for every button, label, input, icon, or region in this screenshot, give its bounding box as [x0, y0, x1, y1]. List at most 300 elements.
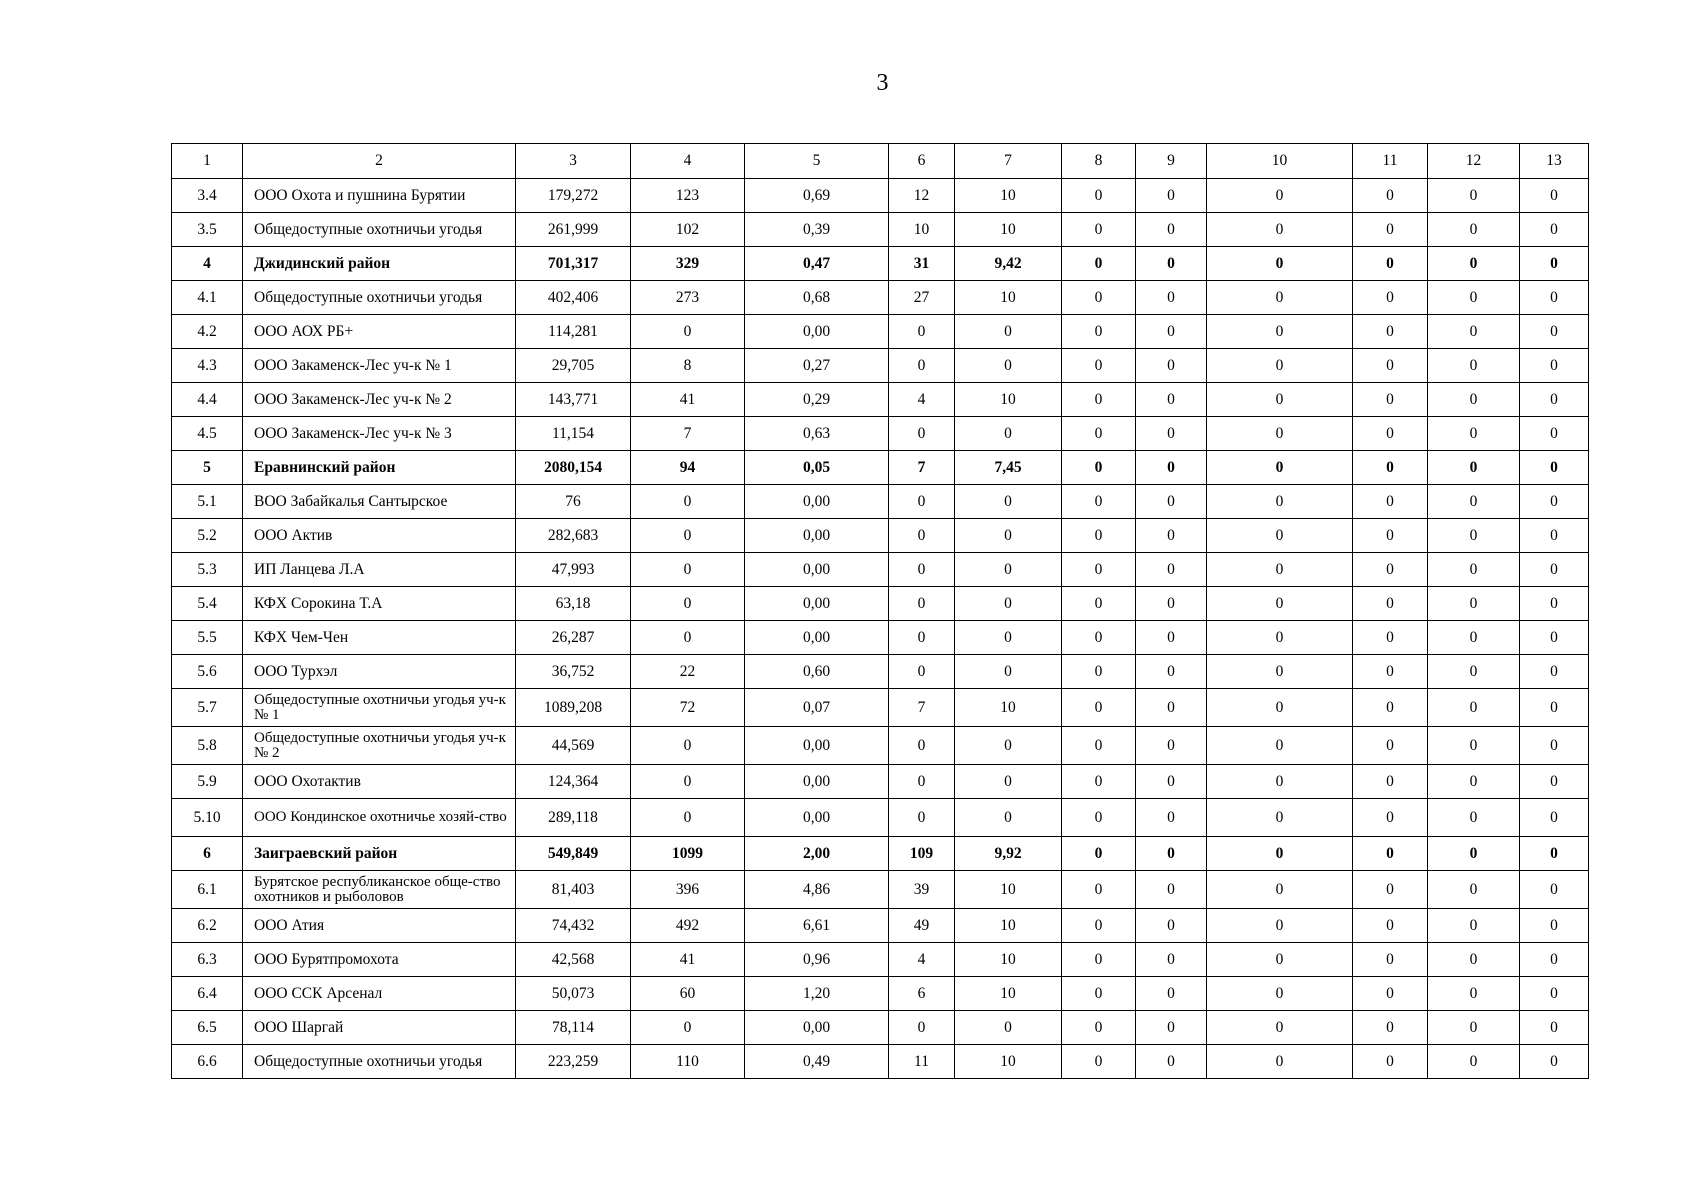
row-number-cell: 4.3 [172, 349, 243, 383]
value-cell: 0 [1062, 837, 1136, 871]
name-cell: ООО Кондинское охотничье хозяй-ство [243, 799, 516, 837]
value-cell: 0 [1428, 315, 1520, 349]
value-cell: 0 [889, 485, 955, 519]
value-cell: 0 [1207, 519, 1353, 553]
name-cell: ООО Турхэл [243, 655, 516, 689]
table-row [172, 689, 1589, 727]
value-cell: 143,771 [516, 383, 631, 417]
value-cell: 329 [631, 247, 745, 281]
value-cell: 0 [1353, 247, 1428, 281]
value-cell: 7 [889, 689, 955, 727]
value-cell: 0 [1136, 909, 1207, 943]
name-cell: ВОО Забайкалья Сантырское [243, 485, 516, 519]
row-number-cell: 3.4 [172, 179, 243, 213]
value-cell: 0 [1428, 213, 1520, 247]
row-number-cell: 4.4 [172, 383, 243, 417]
value-cell: 0 [1062, 871, 1136, 909]
value-cell: 0 [1207, 451, 1353, 485]
value-cell: 0 [1353, 799, 1428, 837]
value-cell: 0 [1062, 315, 1136, 349]
value-cell: 0 [955, 727, 1062, 765]
value-cell: 0,00 [745, 1011, 889, 1045]
value-cell: 0 [1428, 451, 1520, 485]
value-cell: 9,42 [955, 247, 1062, 281]
value-cell: 102 [631, 213, 745, 247]
table-row [172, 727, 1589, 765]
value-cell: 11,154 [516, 417, 631, 451]
name-cell: Общедоступные охотничьи угодья [243, 1045, 516, 1079]
value-cell: 0 [1207, 349, 1353, 383]
value-cell: 273 [631, 281, 745, 315]
value-cell: 0,00 [745, 519, 889, 553]
value-cell: 0 [1428, 247, 1520, 281]
name-cell: Заиграевский район [243, 837, 516, 871]
value-cell: 0 [889, 553, 955, 587]
value-cell: 0 [1136, 1011, 1207, 1045]
name-cell: Общедоступные охотничьи угодья [243, 281, 516, 315]
value-cell: 0,00 [745, 799, 889, 837]
value-cell: 76 [516, 485, 631, 519]
value-cell: 0 [1520, 943, 1589, 977]
value-cell: 0,63 [745, 417, 889, 451]
value-cell: 0,68 [745, 281, 889, 315]
value-cell: 0 [1428, 943, 1520, 977]
name-cell: ООО Бурятпромохота [243, 943, 516, 977]
value-cell: 0 [1520, 765, 1589, 799]
value-cell: 0 [631, 621, 745, 655]
value-cell: 0 [1136, 799, 1207, 837]
value-cell: 0,49 [745, 1045, 889, 1079]
value-cell: 0 [1520, 281, 1589, 315]
value-cell: 4 [889, 943, 955, 977]
table-row [172, 383, 1589, 417]
value-cell: 0 [1520, 1045, 1589, 1079]
value-cell: 123 [631, 179, 745, 213]
value-cell: 402,406 [516, 281, 631, 315]
row-number-cell: 5 [172, 451, 243, 485]
value-cell: 0 [1207, 179, 1353, 213]
table-row [172, 587, 1589, 621]
value-cell: 0 [1062, 281, 1136, 315]
value-cell: 0 [1136, 179, 1207, 213]
value-cell: 0 [1207, 977, 1353, 1011]
value-cell: 0 [1353, 689, 1428, 727]
value-cell: 0 [1428, 281, 1520, 315]
value-cell: 0 [631, 485, 745, 519]
value-cell: 0 [1207, 587, 1353, 621]
value-cell: 0 [955, 519, 1062, 553]
value-cell: 0,39 [745, 213, 889, 247]
value-cell: 0 [1520, 553, 1589, 587]
name-cell: Еравнинский район [243, 451, 516, 485]
data-table [171, 143, 1589, 1079]
value-cell: 289,118 [516, 799, 631, 837]
value-cell: 0 [1428, 1045, 1520, 1079]
column-header: 8 [1062, 144, 1136, 179]
value-cell: 109 [889, 837, 955, 871]
value-cell: 0 [1207, 943, 1353, 977]
table-row [172, 519, 1589, 553]
value-cell: 8 [631, 349, 745, 383]
value-cell: 0 [955, 417, 1062, 451]
value-cell: 10 [955, 943, 1062, 977]
value-cell: 26,287 [516, 621, 631, 655]
value-cell: 0 [1520, 349, 1589, 383]
value-cell: 0 [955, 1011, 1062, 1045]
value-cell: 0 [1136, 621, 1207, 655]
value-cell: 12 [889, 179, 955, 213]
value-cell: 0 [1207, 621, 1353, 655]
value-cell: 0 [1520, 727, 1589, 765]
row-number-cell: 6.4 [172, 977, 243, 1011]
value-cell: 0 [1207, 213, 1353, 247]
value-cell: 0 [1520, 451, 1589, 485]
value-cell: 0 [1062, 179, 1136, 213]
value-cell: 2,00 [745, 837, 889, 871]
table-row [172, 451, 1589, 485]
column-header: 13 [1520, 144, 1589, 179]
value-cell: 0 [955, 621, 1062, 655]
value-cell: 4 [889, 383, 955, 417]
value-cell: 0,05 [745, 451, 889, 485]
row-number-cell: 5.6 [172, 655, 243, 689]
value-cell: 0 [1428, 519, 1520, 553]
value-cell: 0 [1207, 553, 1353, 587]
value-cell: 49 [889, 909, 955, 943]
value-cell: 282,683 [516, 519, 631, 553]
value-cell: 0 [1062, 485, 1136, 519]
value-cell: 0 [1136, 247, 1207, 281]
value-cell: 492 [631, 909, 745, 943]
value-cell: 31 [889, 247, 955, 281]
value-cell: 0 [1520, 383, 1589, 417]
value-cell: 0 [631, 727, 745, 765]
value-cell: 0 [1136, 837, 1207, 871]
value-cell: 0,00 [745, 727, 889, 765]
value-cell: 0 [1136, 349, 1207, 383]
value-cell: 0 [1207, 315, 1353, 349]
value-cell: 0 [955, 799, 1062, 837]
value-cell: 0 [1207, 799, 1353, 837]
value-cell: 0,00 [745, 485, 889, 519]
value-cell: 0 [1062, 451, 1136, 485]
value-cell: 0 [955, 485, 1062, 519]
value-cell: 0 [631, 799, 745, 837]
table-row [172, 977, 1589, 1011]
name-cell: ООО АОХ РБ+ [243, 315, 516, 349]
value-cell: 0 [1353, 765, 1428, 799]
value-cell: 0 [1136, 689, 1207, 727]
column-header: 10 [1207, 144, 1353, 179]
value-cell: 0 [955, 553, 1062, 587]
name-cell: Джидинский район [243, 247, 516, 281]
row-number-cell: 6.6 [172, 1045, 243, 1079]
value-cell: 44,569 [516, 727, 631, 765]
name-cell: ООО Актив [243, 519, 516, 553]
value-cell: 0 [1062, 1011, 1136, 1045]
name-cell: ООО ССК Арсенал [243, 977, 516, 1011]
value-cell: 0 [1207, 689, 1353, 727]
value-cell: 0 [1428, 349, 1520, 383]
table-row [172, 799, 1589, 837]
value-cell: 10 [955, 179, 1062, 213]
value-cell: 0 [1428, 689, 1520, 727]
value-cell: 0 [1428, 871, 1520, 909]
table-row [172, 655, 1589, 689]
row-number-cell: 4.2 [172, 315, 243, 349]
value-cell: 0 [1136, 727, 1207, 765]
value-cell: 74,432 [516, 909, 631, 943]
value-cell: 0 [1062, 655, 1136, 689]
value-cell: 0 [889, 519, 955, 553]
row-number-cell: 5.10 [172, 799, 243, 837]
value-cell: 0 [631, 315, 745, 349]
row-number-cell: 4.1 [172, 281, 243, 315]
value-cell: 0 [1062, 417, 1136, 451]
table-row [172, 621, 1589, 655]
value-cell: 0 [1136, 871, 1207, 909]
value-cell: 6,61 [745, 909, 889, 943]
value-cell: 1099 [631, 837, 745, 871]
value-cell: 0 [631, 765, 745, 799]
name-cell: ИП Ланцева Л.А [243, 553, 516, 587]
value-cell: 0 [1207, 247, 1353, 281]
value-cell: 0 [631, 587, 745, 621]
value-cell: 0 [1353, 1045, 1428, 1079]
value-cell: 7 [889, 451, 955, 485]
value-cell: 0,00 [745, 553, 889, 587]
name-cell: ООО Атия [243, 909, 516, 943]
value-cell: 0 [889, 349, 955, 383]
value-cell: 0 [1136, 1045, 1207, 1079]
value-cell: 78,114 [516, 1011, 631, 1045]
value-cell: 0 [1428, 383, 1520, 417]
value-cell: 0 [1353, 621, 1428, 655]
value-cell: 0 [1353, 909, 1428, 943]
column-header: 3 [516, 144, 631, 179]
column-header: 12 [1428, 144, 1520, 179]
table-row [172, 909, 1589, 943]
value-cell: 0 [631, 553, 745, 587]
value-cell: 0 [1136, 553, 1207, 587]
value-cell: 0 [1353, 179, 1428, 213]
value-cell: 0 [889, 417, 955, 451]
value-cell: 0 [889, 765, 955, 799]
table-row [172, 349, 1589, 383]
value-cell: 0 [1136, 655, 1207, 689]
value-cell: 10 [955, 871, 1062, 909]
table-row [172, 553, 1589, 587]
value-cell: 0 [1428, 587, 1520, 621]
value-cell: 0 [1353, 485, 1428, 519]
value-cell: 0 [1428, 977, 1520, 1011]
row-number-cell: 5.4 [172, 587, 243, 621]
value-cell: 0 [1136, 977, 1207, 1011]
value-cell: 0 [1428, 799, 1520, 837]
value-cell: 60 [631, 977, 745, 1011]
column-header: 7 [955, 144, 1062, 179]
value-cell: 0 [1353, 519, 1428, 553]
value-cell: 0 [955, 587, 1062, 621]
name-cell: ООО Закаменск-Лес уч-к № 3 [243, 417, 516, 451]
value-cell: 701,317 [516, 247, 631, 281]
value-cell: 47,993 [516, 553, 631, 587]
row-number-cell: 6.2 [172, 909, 243, 943]
value-cell: 0 [1062, 553, 1136, 587]
value-cell: 0 [1353, 553, 1428, 587]
column-header: 11 [1353, 144, 1428, 179]
value-cell: 0 [889, 621, 955, 655]
value-cell: 72 [631, 689, 745, 727]
row-number-cell: 5.9 [172, 765, 243, 799]
value-cell: 6 [889, 977, 955, 1011]
value-cell: 0 [889, 587, 955, 621]
value-cell: 0 [1062, 977, 1136, 1011]
value-cell: 10 [955, 281, 1062, 315]
name-cell: КФХ Сорокина Т.А [243, 587, 516, 621]
value-cell: 0 [1520, 977, 1589, 1011]
value-cell: 0,27 [745, 349, 889, 383]
value-cell: 0 [1136, 765, 1207, 799]
value-cell: 0 [1062, 383, 1136, 417]
value-cell: 0 [1062, 587, 1136, 621]
value-cell: 0 [1353, 451, 1428, 485]
value-cell: 27 [889, 281, 955, 315]
value-cell: 0,00 [745, 587, 889, 621]
value-cell: 261,999 [516, 213, 631, 247]
value-cell: 0 [889, 727, 955, 765]
row-number-cell: 6.3 [172, 943, 243, 977]
value-cell: 0 [1136, 383, 1207, 417]
value-cell: 0 [1428, 1011, 1520, 1045]
value-cell: 0 [1520, 909, 1589, 943]
value-cell: 0 [1428, 837, 1520, 871]
value-cell: 0 [1353, 587, 1428, 621]
value-cell: 1089,208 [516, 689, 631, 727]
value-cell: 179,272 [516, 179, 631, 213]
value-cell: 50,073 [516, 977, 631, 1011]
value-cell: 0 [631, 519, 745, 553]
value-cell: 63,18 [516, 587, 631, 621]
value-cell: 0 [1207, 417, 1353, 451]
row-number-cell: 3.5 [172, 213, 243, 247]
value-cell: 10 [955, 213, 1062, 247]
table-body [172, 179, 1589, 1079]
value-cell: 11 [889, 1045, 955, 1079]
value-cell: 0 [955, 349, 1062, 383]
value-cell: 0,96 [745, 943, 889, 977]
value-cell: 0 [1136, 417, 1207, 451]
value-cell: 7 [631, 417, 745, 451]
column-header: 1 [172, 144, 243, 179]
value-cell: 0,07 [745, 689, 889, 727]
value-cell: 0 [1207, 485, 1353, 519]
table-row [172, 943, 1589, 977]
value-cell: 0 [1520, 871, 1589, 909]
value-cell: 0 [1062, 519, 1136, 553]
value-cell: 0 [1520, 519, 1589, 553]
value-cell: 41 [631, 383, 745, 417]
value-cell: 10 [955, 689, 1062, 727]
value-cell: 0 [1428, 909, 1520, 943]
table-row [172, 417, 1589, 451]
value-cell: 0 [955, 655, 1062, 689]
row-number-cell: 4.5 [172, 417, 243, 451]
column-header: 5 [745, 144, 889, 179]
value-cell: 0,47 [745, 247, 889, 281]
value-cell: 0 [1062, 213, 1136, 247]
value-cell: 0 [1520, 621, 1589, 655]
value-cell: 0 [1353, 727, 1428, 765]
table-row [172, 765, 1589, 799]
value-cell: 0 [1207, 1045, 1353, 1079]
name-cell: ООО Закаменск-Лес уч-к № 2 [243, 383, 516, 417]
value-cell: 94 [631, 451, 745, 485]
value-cell: 0,00 [745, 315, 889, 349]
value-cell: 0 [1136, 943, 1207, 977]
value-cell: 0 [889, 655, 955, 689]
value-cell: 0 [1062, 1045, 1136, 1079]
value-cell: 0 [1353, 837, 1428, 871]
column-header: 2 [243, 144, 516, 179]
value-cell: 0 [1428, 765, 1520, 799]
value-cell: 0 [1062, 689, 1136, 727]
name-cell: КФХ Чем-Чен [243, 621, 516, 655]
value-cell: 0 [1062, 621, 1136, 655]
value-cell: 0 [1428, 727, 1520, 765]
table-row [172, 1011, 1589, 1045]
value-cell: 0 [1062, 909, 1136, 943]
value-cell: 0 [1520, 179, 1589, 213]
value-cell: 0 [1136, 213, 1207, 247]
value-cell: 39 [889, 871, 955, 909]
name-cell: Бурятское республиканское обще-ство охотников и рыболовов [243, 871, 516, 909]
row-number-cell: 4 [172, 247, 243, 281]
value-cell: 22 [631, 655, 745, 689]
value-cell: 41 [631, 943, 745, 977]
value-cell: 0 [1062, 349, 1136, 383]
value-cell: 0 [1207, 727, 1353, 765]
value-cell: 0 [1520, 417, 1589, 451]
table-row [172, 213, 1589, 247]
value-cell: 0 [1062, 799, 1136, 837]
row-number-cell: 5.3 [172, 553, 243, 587]
value-cell: 0 [955, 315, 1062, 349]
value-cell: 0 [1207, 655, 1353, 689]
value-cell: 0 [1136, 485, 1207, 519]
value-cell: 0 [1428, 485, 1520, 519]
row-number-cell: 6.5 [172, 1011, 243, 1045]
value-cell: 0 [1428, 621, 1520, 655]
row-number-cell: 5.7 [172, 689, 243, 727]
value-cell: 549,849 [516, 837, 631, 871]
table-row [172, 871, 1589, 909]
value-cell: 0,29 [745, 383, 889, 417]
value-cell: 0 [1353, 383, 1428, 417]
table-row [172, 1045, 1589, 1079]
value-cell: 81,403 [516, 871, 631, 909]
row-number-cell: 5.8 [172, 727, 243, 765]
name-cell: Общедоступные охотничьи угодья уч-к № 1 [243, 689, 516, 727]
name-cell: Общедоступные охотничьи угодья уч-к № 2 [243, 727, 516, 765]
value-cell: 114,281 [516, 315, 631, 349]
value-cell: 0 [1353, 213, 1428, 247]
value-cell: 0 [1353, 655, 1428, 689]
value-cell: 4,86 [745, 871, 889, 909]
value-cell: 0 [1353, 315, 1428, 349]
value-cell: 0 [1353, 281, 1428, 315]
value-cell: 0 [1207, 871, 1353, 909]
